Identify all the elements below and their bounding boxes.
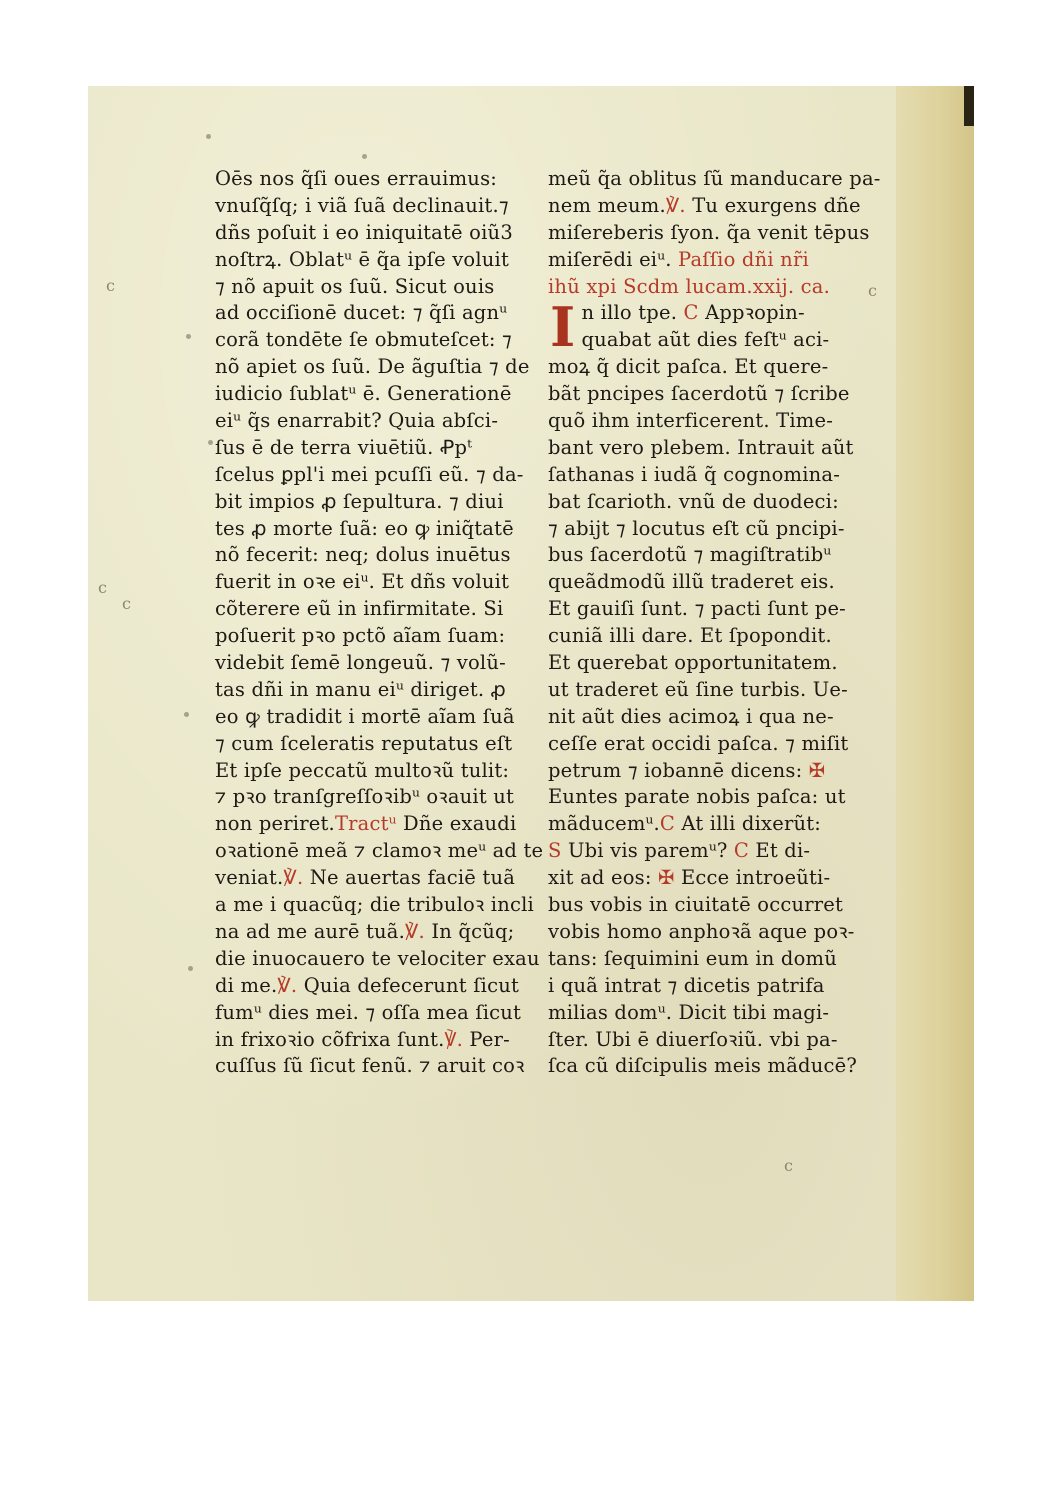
rubric-versicle-mark: ℣.: [283, 866, 304, 890]
text-line: ſathanas i iudã q̃ cognomina-: [548, 462, 841, 486]
text-line: eo ꝙ tradidit i mortē aĩam ſuã: [215, 704, 515, 728]
text-line: i quã intrat ⁊ dicetis patrifa: [548, 973, 825, 997]
margin-dot: [362, 154, 367, 159]
rubric-chapter-mark: C: [683, 301, 699, 325]
text-line: bus ſacerdotũ ⁊ magiſtratibᵘ: [548, 543, 832, 567]
text-line-with-rubric: [548, 758, 858, 785]
text-segment: Ecce introeũti-: [674, 866, 831, 890]
text-segment: At illi dixerũt:: [675, 812, 822, 836]
rubric-cross: ✠: [808, 758, 826, 782]
text-line: ſcelus ꝑpl'i mei pcuſſi eũ. ⁊ da-: [215, 462, 524, 486]
margin-dot: [206, 134, 211, 139]
text-line: ⁊ nõ apuit os ſuũ. Sicut ouis: [215, 274, 495, 298]
text-line: cuſſus ſũ ſicut fenũ. ⁊ aruit coꝛ: [215, 1054, 525, 1078]
text-line: vobis homo anphoꝛã aque poꝛ-: [548, 919, 855, 943]
margin-mark: c: [98, 578, 107, 597]
text-line: quabat aũt dies feſtᵘ aci-: [581, 328, 830, 352]
text-line-with-rubric: [548, 838, 858, 865]
rubric-passio-heading: Paſſio dñi nr̃i: [671, 247, 809, 271]
text-line: fuerit in oꝛe eiᵘ. Et dñs voluit: [215, 570, 510, 594]
text-line: ſus ē de terra viuētiũ. Ꝓpᵗ: [215, 435, 473, 459]
text-line: bãt pncipes ſacerdotũ ⁊ ſcribe: [548, 382, 850, 406]
margin-dot: [186, 334, 191, 339]
text-line-with-rubric: [548, 247, 858, 274]
text-segment: n illo tpe.: [581, 301, 678, 325]
margin-mark: c: [784, 1156, 793, 1175]
text-segment: nem meum.: [548, 193, 666, 217]
text-line-with-rubric: [548, 193, 861, 220]
rubric-versicle-mark: ℣.: [277, 973, 298, 997]
margin-mark: c: [122, 594, 131, 613]
text-line: nõ fecerit: neq; dolus inuētus: [215, 543, 511, 567]
text-segment: in frixoꝛio cõfrixa ſunt.: [215, 1027, 445, 1051]
manuscript-page-scan: [88, 86, 974, 1301]
text-line: Et gauiſi ſunt. ⁊ pacti ſunt pe-: [548, 597, 846, 621]
text-line: Et querebat opportunitatem.: [548, 651, 838, 675]
text-segment: di me.: [215, 973, 278, 997]
text-segment: xit ad eos:: [548, 866, 652, 890]
rubric-speaker-mark: S: [548, 839, 562, 863]
text-line: iudicio ſublatᵘ ē. Generationē: [215, 382, 512, 406]
rubric-cross: ✠: [658, 866, 675, 890]
text-line: dñs poſuit i eo iniquitatē oiũ3: [215, 220, 513, 244]
text-line: bus vobis in ciuitatē occurret: [548, 893, 844, 917]
text-segment: mãducemᵘ.: [548, 812, 660, 836]
text-line: milias domᵘ. Dicit tibi magi-: [548, 1000, 830, 1024]
text-line: nit aũt dies acimoꝝ i qua ne-: [548, 704, 834, 728]
text-segment: In q̃cũq;: [424, 919, 515, 943]
text-line: queãdmodũ illũ traderet eis.: [548, 570, 835, 594]
rubric-chapter-mark: C: [733, 839, 750, 863]
margin-dot: [184, 712, 189, 717]
text-line-with-rubric: [215, 919, 547, 946]
rubric-chapter-mark: C: [659, 812, 676, 836]
text-segment: Tu exurgens dñe: [685, 193, 861, 217]
margin-mark: c: [868, 281, 877, 300]
text-line: Euntes parate nobis paſca: ut: [548, 785, 846, 809]
text-segment: non periret.: [215, 812, 335, 836]
text-segment: na ad me aurē tuã.: [215, 919, 405, 943]
binding-shadow: [964, 86, 974, 126]
text-segment: Appꝛopin-: [698, 301, 805, 325]
text-line: Oēs nos q̃ſi oues errauimus:: [215, 167, 498, 190]
text-segment: miſerēdi eiᵘ.: [548, 247, 672, 271]
text-segment: petrum ⁊ iobannē dicens:: [548, 758, 803, 782]
text-line: tas dñi in manu eiᵘ diriget. ꝓ: [215, 677, 506, 701]
text-line: moꝝ q̃ dicit paſca. Et quere-: [548, 355, 829, 379]
text-segment: Per-: [462, 1027, 510, 1051]
text-line: ⁊ pꝛo tranſgreſſoꝛibᵘ oꝛauit ut: [215, 785, 515, 809]
text-segment: Ubi vis paremᵘ?: [567, 839, 728, 863]
text-line: cõterere eũ in infirmitate. Si: [215, 597, 504, 621]
text-line: quõ ihm interficerent. Time-: [548, 409, 833, 433]
text-line: meũ q̃a oblitus ſũ manducare pa-: [548, 167, 881, 190]
rubric-versicle-mark: ℣.: [404, 919, 425, 943]
text-line: nõ apiet os ſuũ. De ãguſtia ⁊ de: [215, 355, 530, 379]
text-segment: Et di-: [749, 839, 811, 863]
text-line: ad occiſionē ducet: ⁊ q̃ſi agnᵘ: [215, 301, 508, 325]
rubric-tract-label: Tractᵘ: [334, 812, 397, 836]
text-line: tans: ſequimini eum in domũ: [548, 946, 838, 970]
text-line: ceſſe erat occidi paſca. ⁊ miſit: [548, 731, 849, 755]
text-line: ſter. Ubi ē diuerſoꝛiũ. vbi pa-: [548, 1027, 838, 1051]
text-line: ut traderet eũ ſine turbis. Ue-: [548, 677, 848, 701]
text-line: Et ipſe peccatũ multoꝛũ tulit:: [215, 758, 510, 782]
text-line: ⁊ cum ſceleratis reputatus eſt: [215, 731, 513, 755]
text-line: videbit ſemē longeuũ. ⁊ volũ-: [215, 651, 506, 675]
text-line: cuniã illi dare. Et ſpopondit.: [548, 624, 832, 648]
text-line: tes ꝓ morte ſuã: eo ꝙ iniq̃tatē: [215, 516, 514, 540]
right-text-column: [548, 166, 881, 1080]
rubric-gospel-reference: ihũ xpi Scdm lucam.xxij. ca.: [548, 274, 830, 298]
text-line-with-rubric: [215, 1027, 547, 1054]
text-line-with-rubric: [548, 865, 858, 892]
rubric-versicle-mark: ℣.: [665, 193, 686, 217]
text-line: poſuerit pꝛo pctõ aĩam ſuam:: [215, 624, 506, 648]
text-line: corã tondēte ſe obmuteſcet: ⁊: [215, 328, 512, 352]
text-line: ſca cũ diſcipulis meis mãducē?: [548, 1054, 858, 1078]
margin-mark: c: [106, 276, 115, 295]
text-line: bat ſcarioth. vnũ de duodeci:: [548, 489, 839, 513]
text-segment: Ne auertas faciē tuã: [303, 866, 516, 890]
text-line: die inuocauero te velociter exau: [215, 946, 540, 970]
text-line: eiᵘ q̃s enarrabit? Quia abſci-: [215, 409, 499, 433]
text-line: a me i quacũq; die tribuloꝛ incli: [215, 893, 534, 917]
text-line-with-rubric: [215, 865, 547, 892]
page-edge: [896, 86, 974, 1301]
margin-dot: [188, 966, 193, 971]
drop-capital: I: [550, 295, 576, 360]
text-segment: Dñe exaudi: [396, 812, 517, 836]
text-line-with-rubric: [548, 811, 858, 838]
text-line: bit impios ꝓ ſepultura. ⁊ diui: [215, 489, 504, 513]
margin-dot: [208, 440, 213, 445]
text-line: fumᵘ dies mei. ⁊ oſſa mea ſicut: [215, 1000, 522, 1024]
text-line: oꝛationē meã ⁊ clamoꝛ meᵘ ad te: [215, 839, 544, 863]
text-line: miſereberis ſyon. q̃a venit tēpus: [548, 220, 870, 244]
text-segment: Quia defecerunt ſicut: [297, 973, 520, 997]
text-line-with-rubric: [215, 811, 547, 838]
text-line: noſtrꝝ. Oblatᵘ ē q̃a ipſe voluit: [215, 247, 510, 271]
rubric-versicle-mark: ℣.: [444, 1027, 463, 1051]
text-line: bant vero plebem. Intrauit aũt: [548, 435, 854, 459]
left-text-column: [215, 166, 547, 1080]
text-line: vnuſq̃ſq; i viã ſuã declinauit.⁊: [215, 193, 509, 217]
text-line-with-rubric: [215, 973, 547, 1000]
text-line: ⁊ abijt ⁊ locutus eſt cũ pncipi-: [548, 516, 845, 540]
text-segment: veniat.: [215, 866, 284, 890]
